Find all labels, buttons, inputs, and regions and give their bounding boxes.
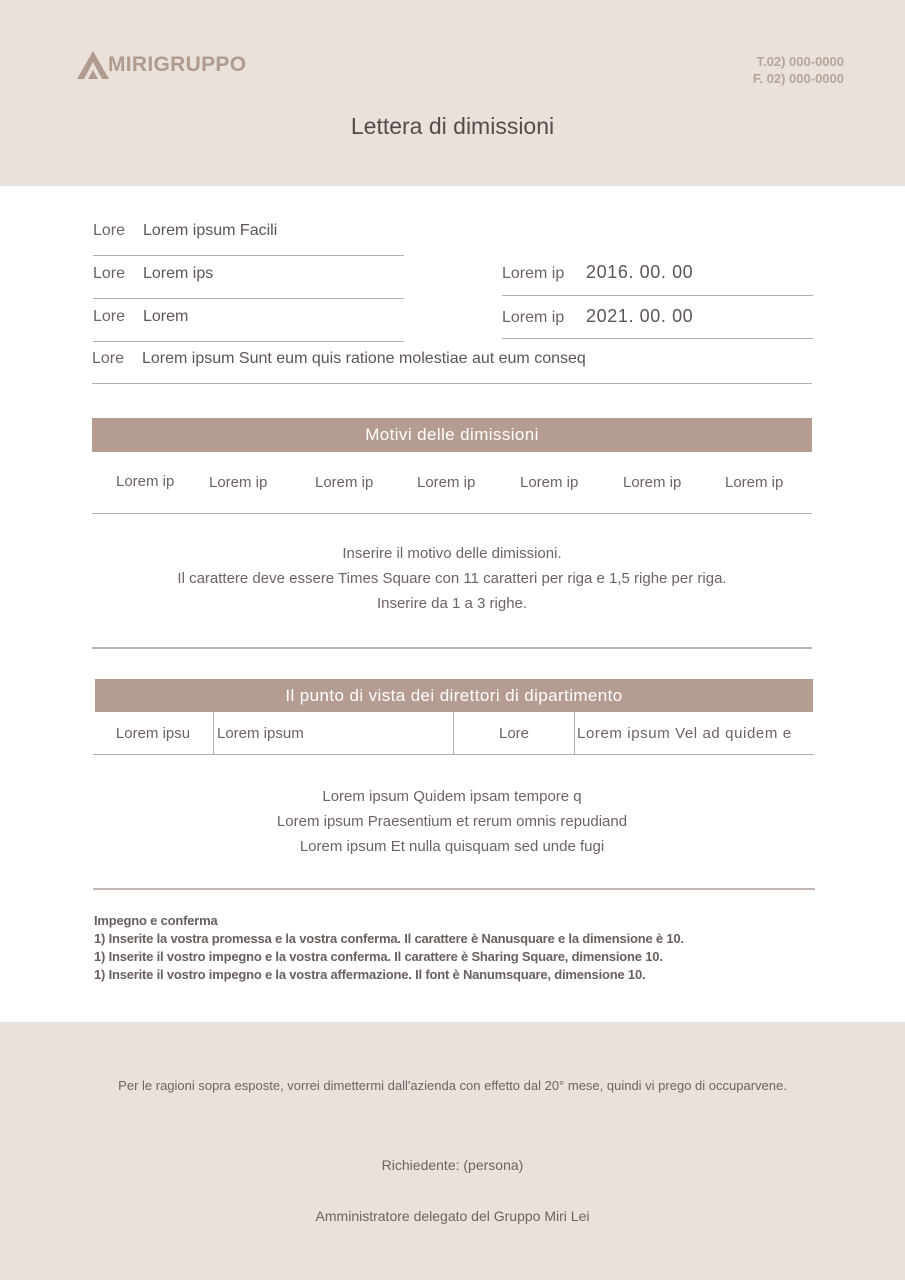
section-divider [93, 888, 815, 890]
field-value: Lorem ipsum Facili [143, 222, 278, 239]
reason-instructions[interactable] [92, 541, 812, 616]
section-divider [92, 647, 812, 649]
brand-name: MIRIGRUPPO [108, 53, 247, 76]
contact-info [753, 53, 844, 87]
director-comments[interactable] [92, 784, 812, 859]
date-label: Lorem ip [502, 309, 565, 326]
info-field-4[interactable] [92, 350, 812, 384]
field-label: Lore [93, 222, 126, 239]
director-cell-value-1[interactable]: Lorem ipsum [217, 724, 304, 742]
phone-number: T.02) 000-0000 [756, 54, 844, 69]
reason-options [92, 452, 812, 514]
director-cell-label-1: Lorem ipsu [115, 724, 191, 742]
page-title: Lettera di dimissioni [350, 113, 555, 139]
directors-header: Il punto di vista dei direttori di dipartimento [95, 679, 813, 712]
director-cell-label-2: Lore [498, 724, 530, 742]
resignation-statement: Per le ragioni sopra esposte, vorrei dimettermi dall'azienda con effetto dal 20° mese, quindi vi prego di occuparvene. [118, 1078, 787, 1093]
instruction-line: Inserire da 1 a 3 righe. [376, 595, 528, 612]
comment-line: Lorem ipsum Quidem ipsam tempore q [322, 788, 582, 805]
field-value: Lorem ips [143, 265, 214, 282]
instruction-line: Il carattere deve essere Times Square con 11 caratteri per riga e 1,5 righe per riga. [177, 570, 727, 587]
requester-line[interactable]: Richiedente: (persona) [381, 1157, 524, 1173]
cell-divider [213, 712, 214, 754]
instruction-line: Inserire il motivo delle dimissioni. [342, 545, 562, 562]
reasons-header: Motivi delle dimissioni [92, 418, 812, 452]
fax-number: F. 02) 000-0000 [752, 71, 844, 86]
reason-option-1[interactable]: Lorem ip [116, 473, 175, 490]
commitment-item: 1) Inserite la vostra promessa e la vostra conferma. Il carattere è Nanusquare e la dimensione è 10. [94, 931, 684, 946]
reason-option-4[interactable]: Lorem ip [417, 474, 476, 491]
field-label: Lore [93, 308, 126, 325]
comment-line: Lorem ipsum Praesentium et rerum omnis repudiand [276, 813, 628, 830]
field-value: Lorem ipsum Sunt eum quis ratione molestiae aut eum conseq [142, 350, 586, 367]
field-value: Lorem [143, 308, 189, 325]
field-label: Lore [92, 350, 125, 367]
logo-mark-icon [76, 50, 110, 80]
date-value: 2016. 00. 00 [586, 262, 694, 282]
reason-option-7[interactable]: Lorem ip [725, 474, 784, 491]
cell-divider [574, 712, 575, 754]
date-value: 2021. 00. 00 [586, 306, 694, 326]
info-field-3[interactable] [93, 308, 404, 342]
date-field-start[interactable] [502, 262, 813, 296]
company-logo [76, 50, 246, 80]
director-cell-value-2[interactable]: Lorem ipsum Vel ad quidem e [577, 724, 792, 742]
date-field-end[interactable] [502, 306, 813, 339]
commitment-title: Impegno e conferma [94, 913, 218, 928]
recipient-line: Amministratore delegato del Gruppo Miri Lei [315, 1208, 590, 1224]
commitment-item: 1) Inserite il vostro impegno e la vostra conferma. Il carattere è Sharing Square, dimensione 10. [94, 949, 663, 964]
date-label: Lorem ip [502, 265, 565, 282]
header-band [0, 0, 905, 186]
directors-table-row [93, 712, 814, 755]
reason-option-3[interactable]: Lorem ip [315, 474, 374, 491]
info-field-2[interactable] [93, 265, 404, 299]
commitment-item: 1) Inserite il vostro impegno e la vostra affermazione. Il font è Nanumsquare, dimensione 10. [94, 967, 646, 982]
footer-band [0, 1022, 905, 1280]
info-field-1[interactable] [93, 222, 404, 256]
reason-option-6[interactable]: Lorem ip [623, 474, 682, 491]
commitment-section [94, 912, 814, 984]
field-label: Lore [93, 265, 126, 282]
reason-option-5[interactable]: Lorem ip [520, 474, 579, 491]
comment-line: Lorem ipsum Et nulla quisquam sed unde fugi [299, 838, 605, 855]
reason-option-2[interactable]: Lorem ip [209, 474, 268, 491]
